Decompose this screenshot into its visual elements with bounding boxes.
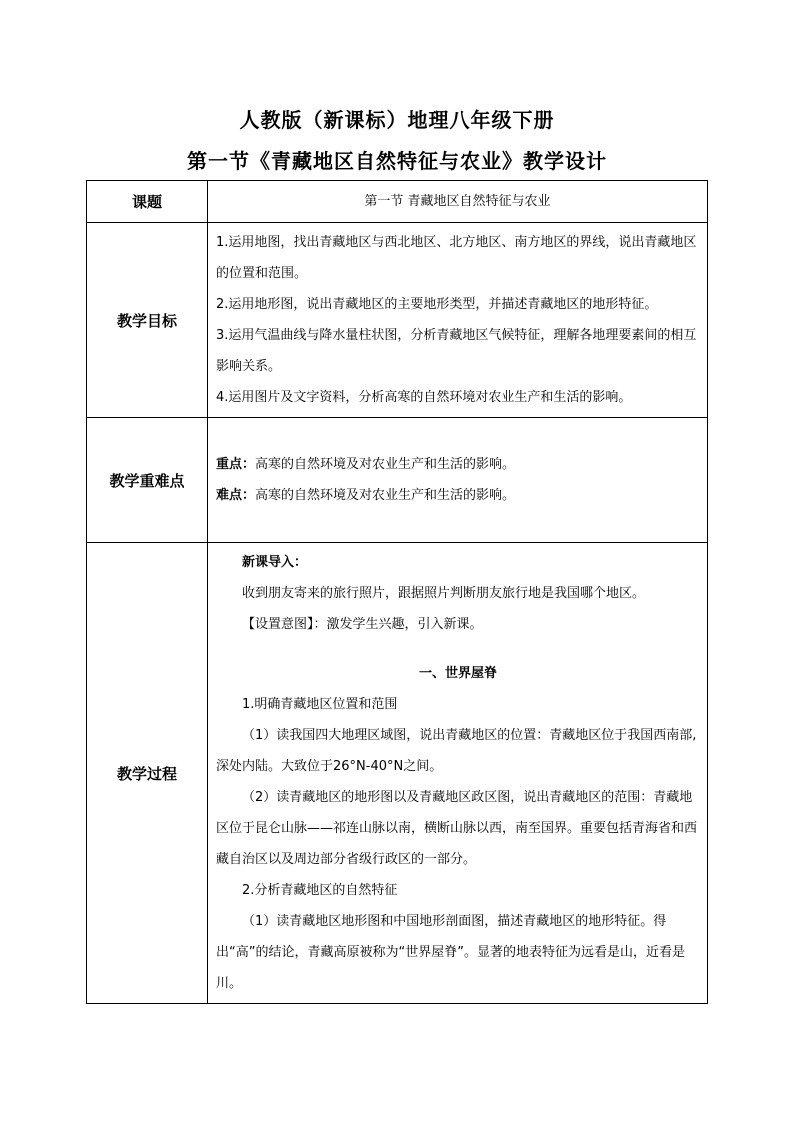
key-point-label: 重点： <box>216 457 256 472</box>
document-title: 人教版（新课标）地理八年级下册 <box>239 108 555 132</box>
process-row <box>87 543 708 1004</box>
document-subtitle: 第一节《青藏地区自然特征与农业》教学设计 <box>187 149 607 173</box>
difficult-point-label: 难点： <box>216 488 256 503</box>
section-title: 一、世界屋脊 <box>418 666 497 681</box>
lesson-plan-table <box>86 180 708 1004</box>
subheading-location: 1.明确青藏地区位置和范围 <box>242 697 398 712</box>
paragraph-position: （1）读我国四大地理区域图，说出青藏地区的位置：青藏地区位于我国西南部,深处内陆。大致位于26°N-40°N之间。 <box>216 728 697 774</box>
difficult-point <box>216 480 700 511</box>
paragraph-terrain: （1）读青藏地区地形图和中国地形剖面图，描述青藏地区的地形特征。得出“高”的结论，青藏高原被称为“世界屋脊”。显著的地表特征为远看是山，近看是川。 <box>216 914 685 991</box>
intro-heading: 新课导入： <box>242 555 308 570</box>
process-cell <box>208 543 708 1004</box>
objectives-row <box>87 223 708 418</box>
keypoints-cell <box>208 418 708 543</box>
paragraph-extent: （2）读青藏地区的地形图以及青藏地区政区图，说出青藏地区的范围：青藏地区位于昆仑山脉——祁连山脉以南，横断山脉以西，南至国界。重要包括青海省和西藏自治区以及周边部分省级行政区的一部分。 <box>216 790 698 867</box>
objective-item: 4.运用图片及文字资料，分析高寒的自然环境对农业生产和生活的影响。 <box>216 390 632 405</box>
keypoints-label: 教学重难点 <box>87 418 208 543</box>
design-intent: 【设置意图】：激发学生兴趣，引入新课。 <box>242 617 483 632</box>
key-point-text: 高寒的自然环境及对农业生产和生活的影响。 <box>255 457 516 472</box>
objectives-cell <box>208 223 708 418</box>
intro-text: 收到朋友寄来的旅行照片，跟据照片判断朋友旅行地是我国哪个地区。 <box>242 586 646 601</box>
key-point <box>216 449 700 480</box>
keypoints-row <box>87 418 708 543</box>
topic-row <box>87 181 708 223</box>
difficult-point-text: 高寒的自然环境及对农业生产和生活的影响。 <box>255 488 516 503</box>
topic-value: 第一节 青藏地区自然特征与农业 <box>208 181 708 223</box>
objective-item: 1.运用地图，找出青藏地区与西北地区、北方地区、南方地区的界线，说出青藏地区的位置和范围。 <box>216 235 697 281</box>
subheading-natural: 2.分析青藏地区的自然特征 <box>242 883 398 898</box>
objective-item: 2.运用地形图，说出青藏地区的主要地形类型，并描述青藏地区的地形特征。 <box>216 297 658 312</box>
objectives-label: 教学目标 <box>87 223 208 418</box>
objective-item: 3.运用气温曲线与降水量柱状图，分析青藏地区气候特征，理解各地理要素间的相互影响关系。 <box>216 328 697 374</box>
process-label: 教学过程 <box>87 543 208 1004</box>
topic-label: 课题 <box>87 181 208 223</box>
